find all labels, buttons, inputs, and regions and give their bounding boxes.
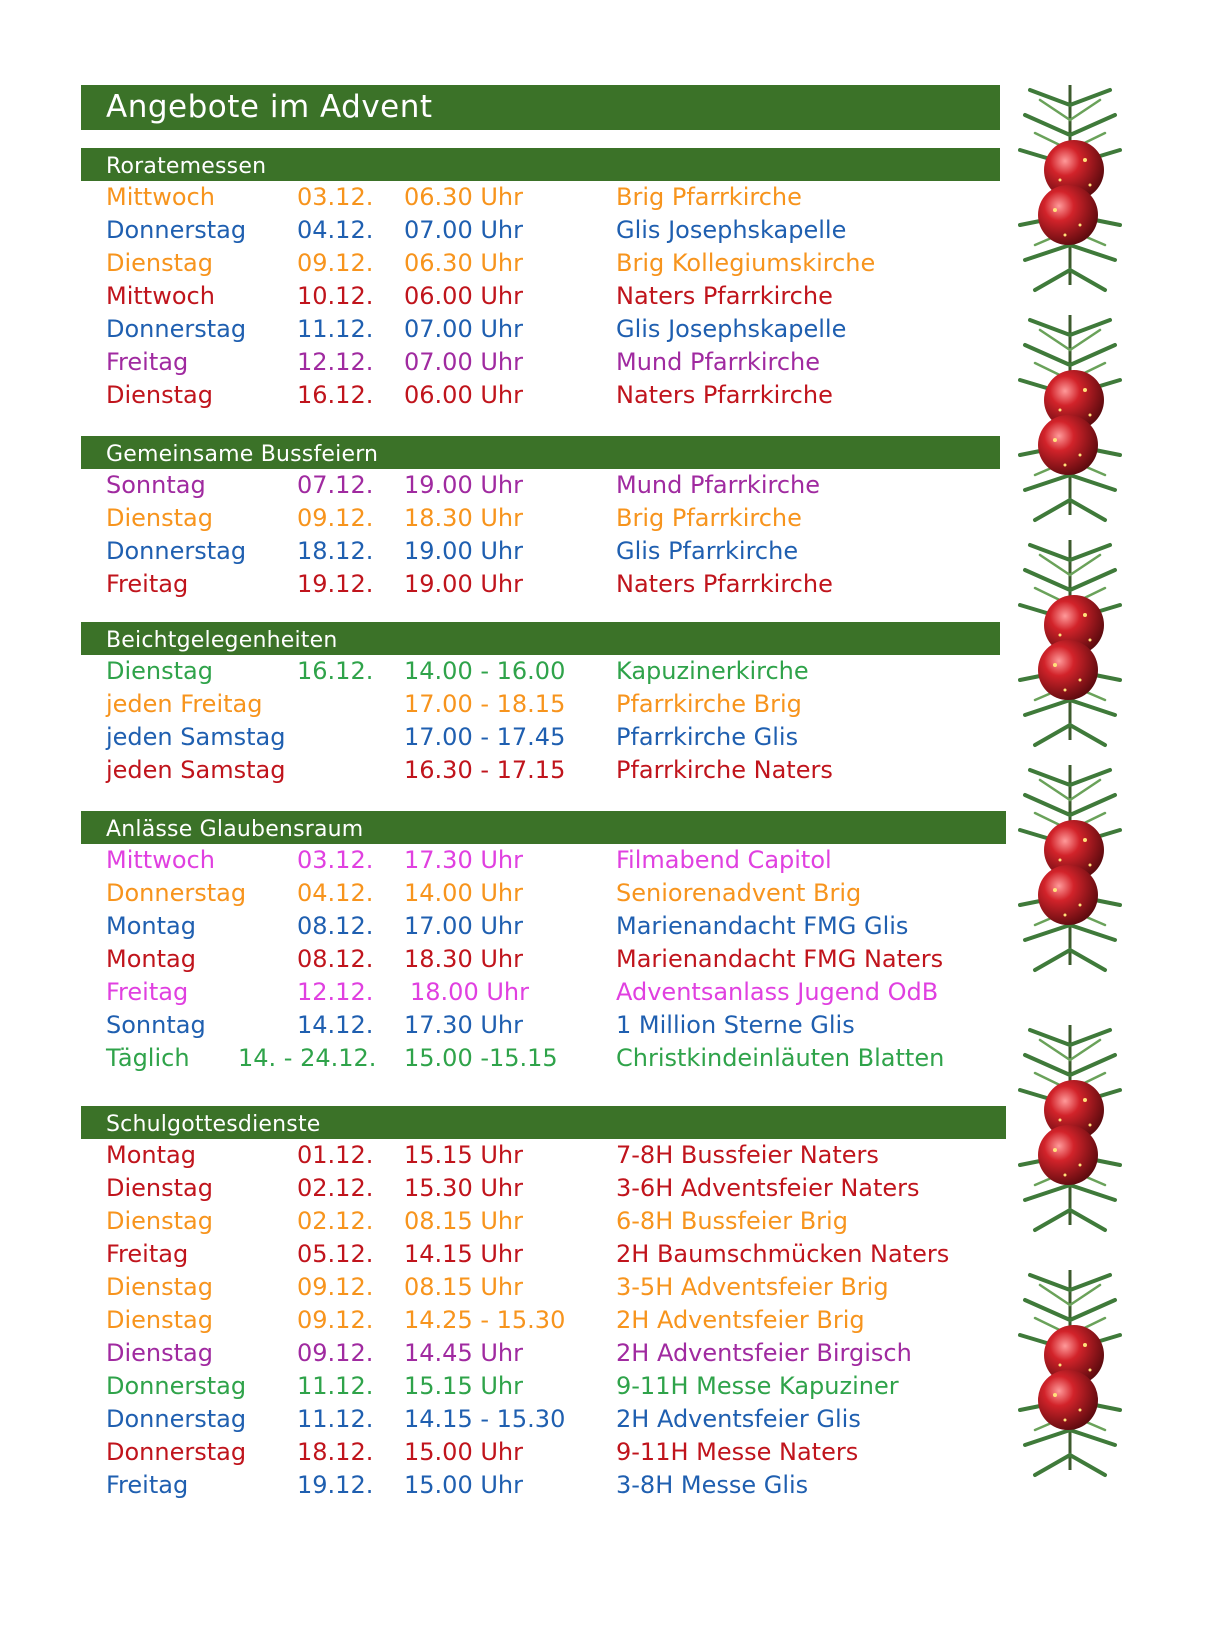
- row-day: jeden Samstag: [106, 756, 286, 784]
- row-place: Filmabend Capitol: [616, 846, 832, 874]
- row-day: Donnerstag: [106, 315, 247, 343]
- section-heading: Schulgottesdienste: [81, 1106, 1006, 1139]
- row-place: Seniorenadvent Brig: [616, 879, 862, 907]
- row-time: 06.30 Uhr: [404, 183, 523, 211]
- schedule-row: [0, 688, 1000, 721]
- row-time: 14.45 Uhr: [404, 1339, 523, 1367]
- schedule-row: [0, 943, 1000, 976]
- schedule-row: [0, 313, 1000, 346]
- row-day: Freitag: [106, 570, 189, 598]
- row-place: 6-8H Bussfeier Brig: [616, 1207, 848, 1235]
- row-place: Naters Pfarrkirche: [616, 570, 833, 598]
- row-time: 14.15 Uhr: [404, 1240, 523, 1268]
- section-heading: Beichtgelegenheiten: [81, 622, 1000, 655]
- row-day: Montag: [106, 1141, 196, 1169]
- schedule-row: [0, 379, 1000, 412]
- schedule-row: [0, 910, 1000, 943]
- schedule-row: [0, 535, 1000, 568]
- row-time: 17.00 - 18.15: [404, 690, 566, 718]
- row-day: Sonntag: [106, 471, 206, 499]
- row-date: 09.12.: [297, 249, 374, 277]
- ornament-3: [1020, 540, 1120, 745]
- row-date: 19.12.: [297, 570, 374, 598]
- row-time: 15.30 Uhr: [404, 1174, 523, 1202]
- schedule-row: [0, 1042, 1000, 1075]
- schedule-row: [0, 280, 1000, 313]
- row-time: 14.00 - 16.00: [404, 657, 566, 685]
- schedule-row: [0, 1009, 1000, 1042]
- row-day: Dienstag: [106, 504, 213, 532]
- row-time: 17.30 Uhr: [404, 846, 523, 874]
- row-time: 17.00 - 17.45: [404, 723, 566, 751]
- row-day: Dienstag: [106, 657, 213, 685]
- section-heading: Gemeinsame Bussfeiern: [81, 436, 1000, 469]
- row-date: 19.12.: [297, 1471, 374, 1499]
- schedule-row: [0, 502, 1000, 535]
- row-time: 15.00 Uhr: [404, 1438, 523, 1466]
- schedule-row: [0, 469, 1000, 502]
- row-day: Dienstag: [106, 1174, 213, 1202]
- row-time: 15.00 -15.15: [404, 1044, 558, 1072]
- row-time: 18.30 Uhr: [404, 945, 523, 973]
- schedule-row: [0, 1172, 1000, 1205]
- schedule-row: [0, 346, 1000, 379]
- page-title: Angebote im Advent: [81, 85, 1000, 130]
- row-time: 19.00 Uhr: [404, 537, 523, 565]
- schedule-row: [0, 247, 1000, 280]
- row-date: 05.12.: [297, 1240, 374, 1268]
- row-date: 18.12.: [297, 1438, 374, 1466]
- row-date: 08.12.: [297, 912, 374, 940]
- row-day: Freitag: [106, 348, 189, 376]
- row-day: Freitag: [106, 1240, 189, 1268]
- row-place: Brig Kollegiumskirche: [616, 249, 876, 277]
- row-place: Pfarrkirche Glis: [616, 723, 799, 751]
- row-place: 7-8H Bussfeier Naters: [616, 1141, 879, 1169]
- row-place: 2H Baumschmücken Naters: [616, 1240, 950, 1268]
- schedule-row: [0, 1403, 1000, 1436]
- row-place: 2H Adventsfeier Birgisch: [616, 1339, 912, 1367]
- ornament-2: [1020, 315, 1120, 520]
- row-day: Montag: [106, 912, 196, 940]
- row-date: 11.12.: [297, 1372, 374, 1400]
- row-time: 17.00 Uhr: [404, 912, 523, 940]
- row-date: 08.12.: [297, 945, 374, 973]
- row-day: Freitag: [106, 1471, 189, 1499]
- row-place: 2H Adventsfeier Brig: [616, 1306, 865, 1334]
- row-place: Pfarrkirche Naters: [616, 756, 833, 784]
- row-time: 18.00 Uhr: [410, 978, 529, 1006]
- ornament-5: [1020, 1025, 1120, 1230]
- row-date: 04.12.: [297, 216, 374, 244]
- row-day: Freitag: [106, 978, 189, 1006]
- row-date: 10.12.: [297, 282, 374, 310]
- row-place: Adventsanlass Jugend OdB: [616, 978, 939, 1006]
- row-day: Sonntag: [106, 1011, 206, 1039]
- row-date: 14. - 24.12.: [238, 1044, 377, 1072]
- row-time: 15.15 Uhr: [404, 1141, 523, 1169]
- row-date: 04.12.: [297, 879, 374, 907]
- schedule-row: [0, 844, 1000, 877]
- row-time: 19.00 Uhr: [404, 471, 523, 499]
- row-day: Dienstag: [106, 381, 213, 409]
- schedule-row: [0, 754, 1000, 787]
- row-place: Mund Pfarrkirche: [616, 471, 821, 499]
- row-time: 08.15 Uhr: [404, 1207, 523, 1235]
- row-time: 14.00 Uhr: [404, 879, 523, 907]
- row-time: 07.00 Uhr: [404, 216, 523, 244]
- row-place: Mund Pfarrkirche: [616, 348, 821, 376]
- row-time: 08.15 Uhr: [404, 1273, 523, 1301]
- row-day: Mittwoch: [106, 183, 215, 211]
- schedule-row: [0, 1205, 1000, 1238]
- row-time: 18.30 Uhr: [404, 504, 523, 532]
- row-date: 16.12.: [297, 657, 374, 685]
- schedule-row: [0, 1238, 1000, 1271]
- row-day: Dienstag: [106, 1273, 213, 1301]
- schedule-row: [0, 181, 1000, 214]
- row-date: 12.12.: [297, 348, 374, 376]
- row-day: Donnerstag: [106, 1405, 247, 1433]
- schedule-row: [0, 976, 1000, 1009]
- row-place: Naters Pfarrkirche: [616, 381, 833, 409]
- row-time: 17.30 Uhr: [404, 1011, 523, 1039]
- row-place: Brig Pfarrkirche: [616, 183, 802, 211]
- schedule-row: [0, 1436, 1000, 1469]
- schedule-row: [0, 1271, 1000, 1304]
- schedule-row: [0, 568, 1000, 601]
- row-date: 02.12.: [297, 1207, 374, 1235]
- row-place: 3-5H Adventsfeier Brig: [616, 1273, 889, 1301]
- row-day: Dienstag: [106, 1207, 213, 1235]
- row-day: Donnerstag: [106, 537, 247, 565]
- row-place: Brig Pfarrkirche: [616, 504, 802, 532]
- row-time: 06.30 Uhr: [404, 249, 523, 277]
- christmas-ornament-decoration: [1010, 80, 1130, 1520]
- row-place: 3-8H Messe Glis: [616, 1471, 809, 1499]
- schedule-row: [0, 721, 1000, 754]
- row-place: Christkindeinläuten Blatten: [616, 1044, 945, 1072]
- row-date: 18.12.: [297, 537, 374, 565]
- row-time: 07.00 Uhr: [404, 315, 523, 343]
- row-place: 3-6H Adventsfeier Naters: [616, 1174, 920, 1202]
- schedule-row: [0, 1370, 1000, 1403]
- row-date: 01.12.: [297, 1141, 374, 1169]
- ornament-6: [1020, 1270, 1120, 1475]
- row-date: 09.12.: [297, 1339, 374, 1367]
- row-time: 14.25 - 15.30: [404, 1306, 566, 1334]
- row-day: Donnerstag: [106, 1372, 247, 1400]
- row-place: 1 Million Sterne Glis: [616, 1011, 855, 1039]
- schedule-row: [0, 1337, 1000, 1370]
- schedule-row: [0, 1304, 1000, 1337]
- row-day: Montag: [106, 945, 196, 973]
- row-place: Marienandacht FMG Naters: [616, 945, 944, 973]
- row-place: Glis Pfarrkirche: [616, 537, 799, 565]
- row-time: 06.00 Uhr: [404, 381, 523, 409]
- row-time: 16.30 - 17.15: [404, 756, 566, 784]
- row-date: 02.12.: [297, 1174, 374, 1202]
- row-day: Mittwoch: [106, 282, 215, 310]
- schedule-row: [0, 655, 1000, 688]
- row-place: Marienandacht FMG Glis: [616, 912, 909, 940]
- row-date: 03.12.: [297, 183, 374, 211]
- row-time: 14.15 - 15.30: [404, 1405, 566, 1433]
- row-time: 07.00 Uhr: [404, 348, 523, 376]
- row-date: 09.12.: [297, 1273, 374, 1301]
- row-date: 11.12.: [297, 1405, 374, 1433]
- ornament-4: [1020, 765, 1120, 970]
- row-date: 12.12.: [297, 978, 374, 1006]
- row-time: 19.00 Uhr: [404, 570, 523, 598]
- row-day: Mittwoch: [106, 846, 215, 874]
- row-place: Kapuzinerkirche: [616, 657, 809, 685]
- row-day: Dienstag: [106, 1306, 213, 1334]
- section-heading: Roratemessen: [81, 148, 1000, 181]
- row-date: 07.12.: [297, 471, 374, 499]
- row-day: Dienstag: [106, 249, 213, 277]
- row-place: 2H Adventsfeier Glis: [616, 1405, 861, 1433]
- row-place: Pfarrkirche Brig: [616, 690, 802, 718]
- row-day: jeden Samstag: [106, 723, 286, 751]
- row-time: 15.15 Uhr: [404, 1372, 523, 1400]
- schedule-row: [0, 1139, 1000, 1172]
- schedule-row: [0, 877, 1000, 910]
- row-day: Täglich: [106, 1044, 190, 1072]
- schedule-row: [0, 1469, 1000, 1502]
- row-day: Dienstag: [106, 1339, 213, 1367]
- row-day: jeden Freitag: [106, 690, 263, 718]
- row-place: 9-11H Messe Kapuziner: [616, 1372, 899, 1400]
- row-date: 11.12.: [297, 315, 374, 343]
- section-heading: Anlässe Glaubensraum: [81, 811, 1006, 844]
- row-time: 15.00 Uhr: [404, 1471, 523, 1499]
- row-day: Donnerstag: [106, 1438, 247, 1466]
- row-date: 14.12.: [297, 1011, 374, 1039]
- schedule-row: [0, 214, 1000, 247]
- row-day: Donnerstag: [106, 879, 247, 907]
- row-place: Naters Pfarrkirche: [616, 282, 833, 310]
- row-date: 09.12.: [297, 1306, 374, 1334]
- row-time: 06.00 Uhr: [404, 282, 523, 310]
- row-date: 09.12.: [297, 504, 374, 532]
- ornament-1: [1020, 85, 1120, 290]
- row-place: Glis Josephskapelle: [616, 216, 847, 244]
- row-place: 9-11H Messe Naters: [616, 1438, 859, 1466]
- row-date: 03.12.: [297, 846, 374, 874]
- row-date: 16.12.: [297, 381, 374, 409]
- row-place: Glis Josephskapelle: [616, 315, 847, 343]
- row-day: Donnerstag: [106, 216, 247, 244]
